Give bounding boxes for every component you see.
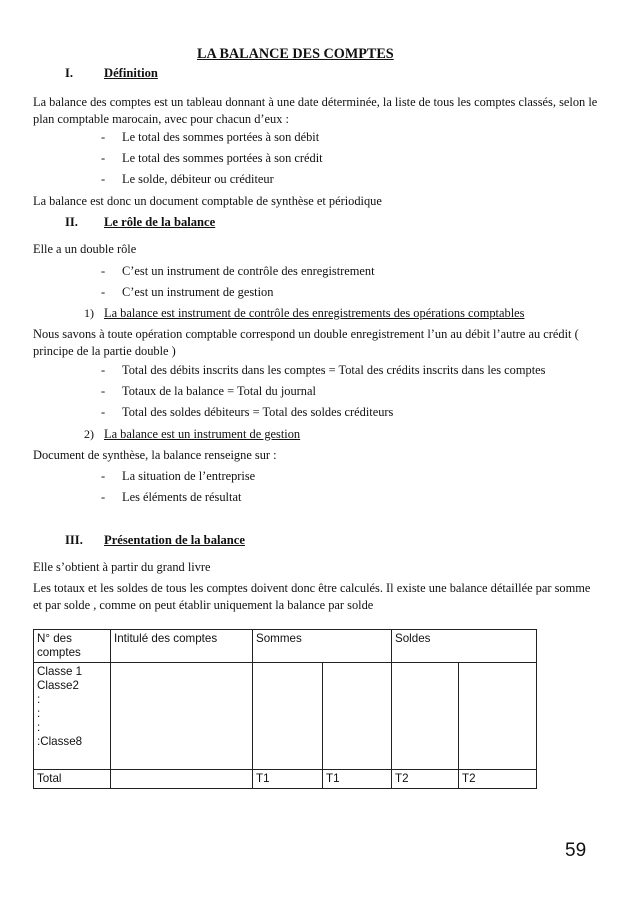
section-1-bullet: Le total des sommes portées à son débit bbox=[122, 130, 320, 144]
account-classes-cell bbox=[34, 663, 111, 770]
subsection-1-paragraph: Nous savons à toute opération comptable correspond un double enregistrement l’un au débit l’autre au crédit ( principe de la partie double ) bbox=[33, 327, 579, 358]
section-2-numeral: II. bbox=[65, 215, 78, 229]
bullet-dash: - bbox=[101, 490, 106, 504]
total-balance-2: T2 bbox=[459, 770, 537, 789]
section-1-bullet: Le total des sommes portées à son crédit bbox=[122, 151, 323, 165]
bullet-dash: - bbox=[101, 469, 106, 483]
table-row bbox=[34, 663, 537, 770]
class-item: Classe2 bbox=[37, 679, 79, 692]
header-balances: Soldes bbox=[392, 630, 537, 663]
subsection-1-bullet: Totaux de la balance = Total du journal bbox=[122, 384, 316, 398]
subsection-2-bullet: Les éléments de résultat bbox=[122, 490, 242, 504]
bullet-dash: - bbox=[101, 363, 106, 377]
empty-cell bbox=[459, 663, 537, 770]
section-1-bullet: Le solde, débiteur ou créditeur bbox=[122, 172, 274, 186]
empty-cell bbox=[111, 770, 253, 789]
page-number: 59 bbox=[565, 840, 587, 861]
class-item: : bbox=[37, 721, 41, 734]
total-sum-1: T1 bbox=[253, 770, 323, 789]
section-3-heading: Présentation de la balance bbox=[104, 533, 245, 547]
empty-cell bbox=[111, 663, 253, 770]
total-sum-2: T1 bbox=[323, 770, 392, 789]
section-1-heading: Définition bbox=[104, 66, 158, 80]
subsection-2-paragraph: Document de synthèse, la balance renseigne sur : bbox=[33, 448, 277, 462]
bullet-dash: - bbox=[101, 285, 106, 299]
section-2-bullet: C’est un instrument de contrôle des enregistrement bbox=[122, 264, 375, 278]
subsection-1-heading: La balance est instrument de contrôle des enregistrements des opérations comptables bbox=[104, 306, 525, 320]
bullet-dash: - bbox=[101, 172, 106, 186]
total-label: Total bbox=[34, 770, 111, 789]
bullet-dash: - bbox=[101, 264, 106, 278]
bullet-dash: - bbox=[101, 384, 106, 398]
section-1-numeral: I. bbox=[65, 66, 74, 80]
subsection-1-bullet: Total des soldes débiteurs = Total des soldes créditeurs bbox=[122, 405, 394, 419]
page-title: LA BALANCE DES COMPTES bbox=[197, 46, 394, 62]
table-total-row bbox=[34, 770, 537, 789]
bullet-dash: - bbox=[101, 151, 106, 165]
header-account-no: N° des comptes bbox=[34, 630, 111, 663]
bullet-dash: - bbox=[101, 405, 106, 419]
section-3-paragraph-2: Les totaux et les soldes de tous les comptes doivent donc être calculés. Il existe une balance détaillée par somme et par solde , comme on peut établir uniquement la balance par solde bbox=[33, 581, 591, 612]
subsection-2-number: 2) bbox=[84, 427, 94, 441]
section-2-bullet: C’est un instrument de gestion bbox=[122, 285, 274, 299]
total-balance-1: T2 bbox=[392, 770, 459, 789]
subsection-2-heading: La balance est un instrument de gestion bbox=[104, 427, 301, 441]
empty-cell bbox=[253, 663, 323, 770]
class-item: :Classe8 bbox=[37, 735, 83, 748]
section-2-intro: Elle a un double rôle bbox=[33, 242, 137, 256]
section-1-paragraph: La balance des comptes est un tableau donnant à une date déterminée, la liste de tous les comptes classés, selon le plan comptable marocain, avec pour chacun d’eux : bbox=[33, 95, 598, 126]
empty-cell bbox=[392, 663, 459, 770]
class-item: : bbox=[37, 707, 41, 720]
bullet-dash: - bbox=[101, 130, 106, 144]
class-item: : bbox=[37, 693, 41, 706]
table-header-row bbox=[34, 630, 537, 663]
section-2-heading: Le rôle de la balance bbox=[104, 215, 216, 229]
header-account-name: Intitulé des comptes bbox=[111, 630, 253, 663]
class-item: Classe 1 bbox=[37, 665, 83, 678]
subsection-1-number: 1) bbox=[84, 306, 94, 320]
subsection-2-bullet: La situation de l’entreprise bbox=[122, 469, 256, 483]
empty-cell bbox=[323, 663, 392, 770]
section-3-numeral: III. bbox=[65, 533, 83, 547]
section-1-conclusion: La balance est donc un document comptable de synthèse et périodique bbox=[33, 194, 382, 208]
subsection-1-bullet: Total des débits inscrits dans les comptes = Total des crédits inscrits dans les comptes bbox=[122, 363, 546, 377]
balance-table bbox=[33, 629, 537, 789]
section-3-paragraph-1: Elle s’obtient à partir du grand livre bbox=[33, 560, 211, 574]
header-sums: Sommes bbox=[253, 630, 392, 663]
